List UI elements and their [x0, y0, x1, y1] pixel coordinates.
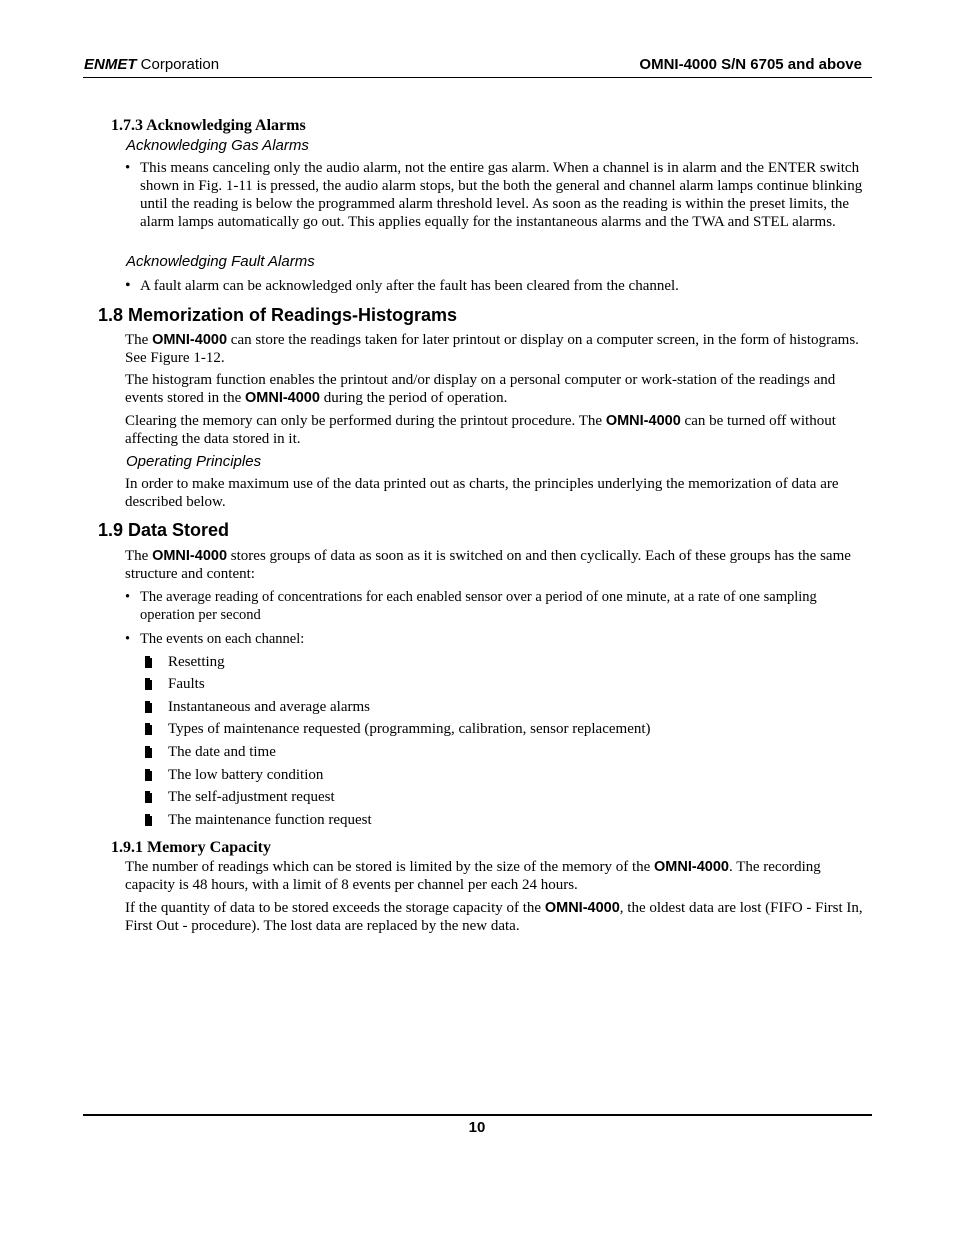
section-1-9-1-paragraph-2: If the quantity of data to be stored exceeds the storage capacity of the OMNI-4000, the oldest data are lost (FIFO - First In, First Out - procedure). The lost data are replaced by the new data.	[125, 900, 863, 934]
product-name: OMNI-4000	[152, 548, 228, 564]
data-bullet-average	[125, 588, 870, 624]
section-1-8-paragraph-3: Clearing the memory can only be performed during the printout procedure. The OMNI-4000 can be turned off without affecting the data stored in it.	[125, 413, 836, 447]
company-name-rest: Corporation	[136, 56, 220, 73]
event-item: The date and time	[145, 743, 276, 761]
subheading-operating-principles: Operating Principles	[126, 453, 262, 470]
fault-alarm-bullet	[125, 277, 870, 295]
event-item: The self-adjustment request	[145, 788, 335, 806]
section-1-8-paragraph-1: The OMNI-4000 can store the readings taken for later printout or display on a computer screen, in the form of histograms. See Figure 1-12.	[125, 332, 859, 366]
product-name: OMNI-4000	[654, 859, 729, 875]
product-name: OMNI-4000	[605, 413, 681, 429]
bullet-mark: •	[125, 631, 131, 647]
event-item: Instantaneous and average alarms	[145, 698, 370, 716]
section-1-9-1-title: 1.9.1 Memory Capacity	[111, 839, 271, 856]
square-bullet-icon	[145, 701, 150, 713]
section-1-8-paragraph-4: In order to make maximum use of the data printed out as charts, the principles underlying the memorization of data are described below.	[125, 476, 839, 510]
company-name-bold: ENMET	[84, 56, 137, 73]
subheading-gas-alarms: Acknowledging Gas Alarms	[126, 137, 309, 154]
event-item: Faults	[145, 675, 205, 693]
event-item: Types of maintenance requested (programming, calibration, sensor replacement)	[145, 720, 651, 738]
section-1-9-paragraph-1: The OMNI-4000 stores groups of data as soon as it is switched on and then cyclically. Each of these groups has the same structure and content:	[125, 548, 851, 582]
product-name: OMNI-4000	[544, 900, 620, 916]
gas-alarm-bullet	[125, 159, 870, 231]
square-bullet-icon	[145, 678, 150, 690]
product-name: OMNI-4000	[152, 332, 228, 348]
section-1-7-3-title: 1.7.3 Acknowledging Alarms	[111, 117, 306, 134]
square-bullet-icon	[145, 746, 150, 758]
event-item: The maintenance function request	[145, 811, 372, 829]
gas-alarm-text: This means canceling only the audio alarm, not the entire gas alarm. When a channel is in alarm and the ENTER switch shown in Fig. 1-11 is pressed, the audio alarm stops, but the both the general and channel alarm lamps continue blinking until the reading is below the programmed alarm threshold level. As soon as the reading is within the preset limits, the alarm lamps automatically go out. This applies equally for the instantaneous alarms and the TWA and STEL alarms.	[140, 160, 863, 230]
header-product: OMNI-4000 S/N 6705 and above	[639, 56, 862, 73]
data-bullet-events	[125, 630, 870, 648]
events-text: The events on each channel:	[140, 631, 305, 647]
square-bullet-icon	[145, 723, 150, 735]
footer-rule	[83, 1114, 872, 1116]
section-1-9-title: 1.9 Data Stored	[98, 520, 230, 540]
subheading-fault-alarms: Acknowledging Fault Alarms	[126, 253, 315, 270]
square-bullet-icon	[145, 769, 150, 781]
bullet-mark: •	[125, 277, 131, 294]
section-1-8-paragraph-2: The histogram function enables the printout and/or display on a personal computer or work-station of the readings and events stored in the OMNI-4000 during the period of operation.	[125, 372, 836, 406]
square-bullet-icon	[145, 656, 150, 668]
bullet-mark: •	[125, 589, 131, 605]
page-header	[83, 55, 872, 78]
event-item: The low battery condition	[145, 766, 323, 784]
section-1-8-title: 1.8 Memorization of Readings-Histograms	[98, 305, 458, 325]
fault-alarm-text: A fault alarm can be acknowledged only after the fault has been cleared from the channel.	[140, 278, 679, 294]
average-reading-text: The average reading of concentrations for each enabled sensor over a period of one minute, at a rate of one sampling operation per second	[140, 589, 817, 623]
product-name: OMNI-4000	[244, 390, 320, 406]
bullet-mark: •	[125, 160, 131, 176]
event-item: Resetting	[145, 653, 225, 671]
square-bullet-icon	[145, 791, 150, 803]
page-number: 10	[468, 1119, 486, 1136]
header-company	[84, 56, 219, 73]
square-bullet-icon	[145, 814, 150, 826]
section-1-9-1-paragraph-1: The number of readings which can be stored is limited by the size of the memory of the OMNI-4000. The recording capacity is 48 hours, with a limit of 8 events per channel per each 24 hours.	[125, 859, 821, 893]
